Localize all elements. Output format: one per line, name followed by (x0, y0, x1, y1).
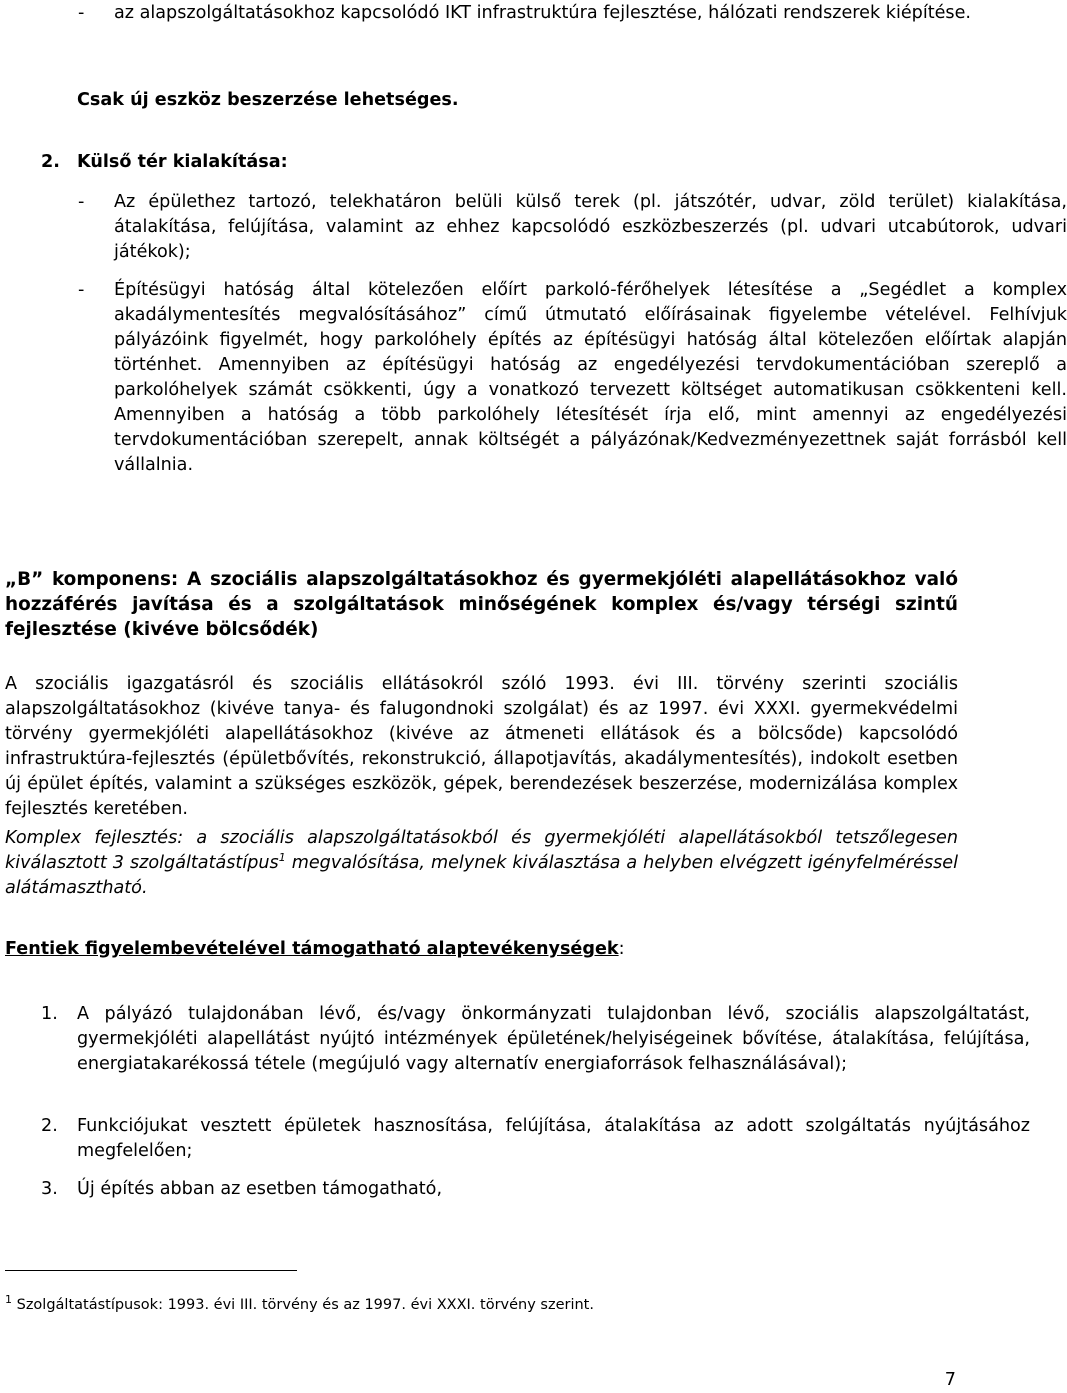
dash-marker: - (78, 192, 85, 212)
section-number: 2. (41, 152, 60, 172)
list-item (5, 278, 1067, 478)
section-2-heading (41, 150, 288, 175)
footnote-mark: 1 (5, 1293, 12, 1307)
numbered-item (5, 1114, 1030, 1164)
section-title: Külső tér kialakítása: (77, 152, 288, 172)
footnote (5, 1295, 594, 1315)
b-component-heading: „B” komponens: A szociális alapszolgáltatásokhoz és gyermekjóléti alapellátásokhoz való hozzáférés javítása és a szolgáltatások minőségének komplex és/vagy térségi szintű fejlesztése (kivéve bölcsődék) (5, 569, 958, 640)
list-item-text: Építésügyi hatóság által kötelezően előírt parkoló-férőhelyek létesítése a „Segédlet a komplex akadálymentesítés megvalósításához” című útmutató előírásainak figyelembe vételével. Felhívjuk pályázóink figyelmét, hogy parkolóhely építés az építésügyi hatóság által kötelezően előírtak alapján történhet. Amennyiben az építésügyi hatóság az engedélyezési tervdokumentációban szereplő a parkolóhelyek számát csökkenti, úgy a vonatkozó tervezett költséget automatikusan csökkenteni kell. Amennyiben a hatóság a több parkolóhely létesítését írja elő, mint amennyi az engedélyezési tervdokumentációban szerepelt, annak költségét a pályázónak/Kedvezményezettnek saját forrásból kell vállalnia. (114, 280, 1067, 475)
list-item-text: az alapszolgáltatásokhoz kapcsolódó IKT infrastruktúra fejlesztése, hálózati rendszerek kiépítése. (114, 3, 972, 23)
item-text: A pályázó tulajdonában lévő, és/vagy önkormányzati tulajdonban lévő, szociális alapszolgáltatást, gyermekjóléti alapellátást nyújtó intézmények épületének/helyiségeinek bővítése, átalakítása, felújítása, energiatakarékossá tétele (megújuló vagy alternatív energiaforrások felhasználásával); (77, 1004, 1030, 1074)
numbered-item (5, 1002, 1030, 1077)
complex-dev-text-rest: megvalósítása, melynek kiválasztása a helyben elvégzett igényfelméréssel alátámasztható. (5, 853, 958, 898)
b-component-paragraph: A szociális igazgatásról és szociális ellátásokról szóló 1993. évi III. törvény szerinti szociális alapszolgáltatásokhoz (kivéve tanya- és falugondnoki szolgálat) és az 1997. évi XXXI. gyermekvédelmi törvény gyermekjóléti alapellátásokhoz (kivéve az átmeneti ellátások és a bölcsőde) kapcsolódó infrastruktúra-fejlesztés (épületbővítés, rekonstrukció, állapotjavítás, akadálymentesítés), indokolt esetben új épület építés, valamint a szükséges eszközök, gépek, berendezések beszerzése, modernizálása komplex fejlesztés keretében. (5, 674, 958, 819)
heading-colon: : (618, 939, 625, 959)
list-item (5, 190, 1067, 265)
list-item (5, 1, 1067, 26)
list-item-text: Az épülethez tartozó, telekhatáron belüli külső terek (pl. játszótér, udvar, zöld terület) kialakítása, átalakítása, felújítása, valamint az ehhez kapcsolódó eszközbeszerzés (pl. udvari utcabútorok, udvari játékok); (114, 192, 1067, 262)
supported-activities-title: Fentiek figyelembevételével támogatható alaptevékenységek (5, 939, 619, 959)
item-text: Funkciójukat vesztett épületek hasznosítása, felújítása, átalakítása az adott szolgáltatás nyújtásához megfelelően; (77, 1116, 1030, 1161)
item-text: Új építés abban az esetben támogatható, (77, 1179, 443, 1199)
complex-development-paragraph (5, 826, 958, 901)
only-new-assets-note: Csak új eszköz beszerzése lehetséges. (77, 90, 459, 110)
footnote-separator (5, 1270, 297, 1271)
footnote-reference: 1 (278, 851, 286, 865)
supported-activities-heading (5, 937, 625, 962)
page-number: 7 (944, 1370, 956, 1390)
numbered-item (5, 1177, 1030, 1202)
item-number: 1. (41, 1004, 58, 1024)
item-number: 2. (41, 1116, 58, 1136)
complex-dev-text: Komplex fejlesztés: a szociális alapszolgáltatásokból és gyermekjóléti alapellátásokból tetszőlegesen kiválasztott 3 szolgáltatástípus (5, 828, 958, 873)
footnote-text: Szolgáltatástípusok: 1993. évi III. törvény és az 1997. évi XXXI. törvény szerint. (12, 1297, 594, 1313)
dash-marker: - (78, 3, 85, 23)
item-number: 3. (41, 1179, 58, 1199)
dash-marker: - (78, 280, 85, 300)
